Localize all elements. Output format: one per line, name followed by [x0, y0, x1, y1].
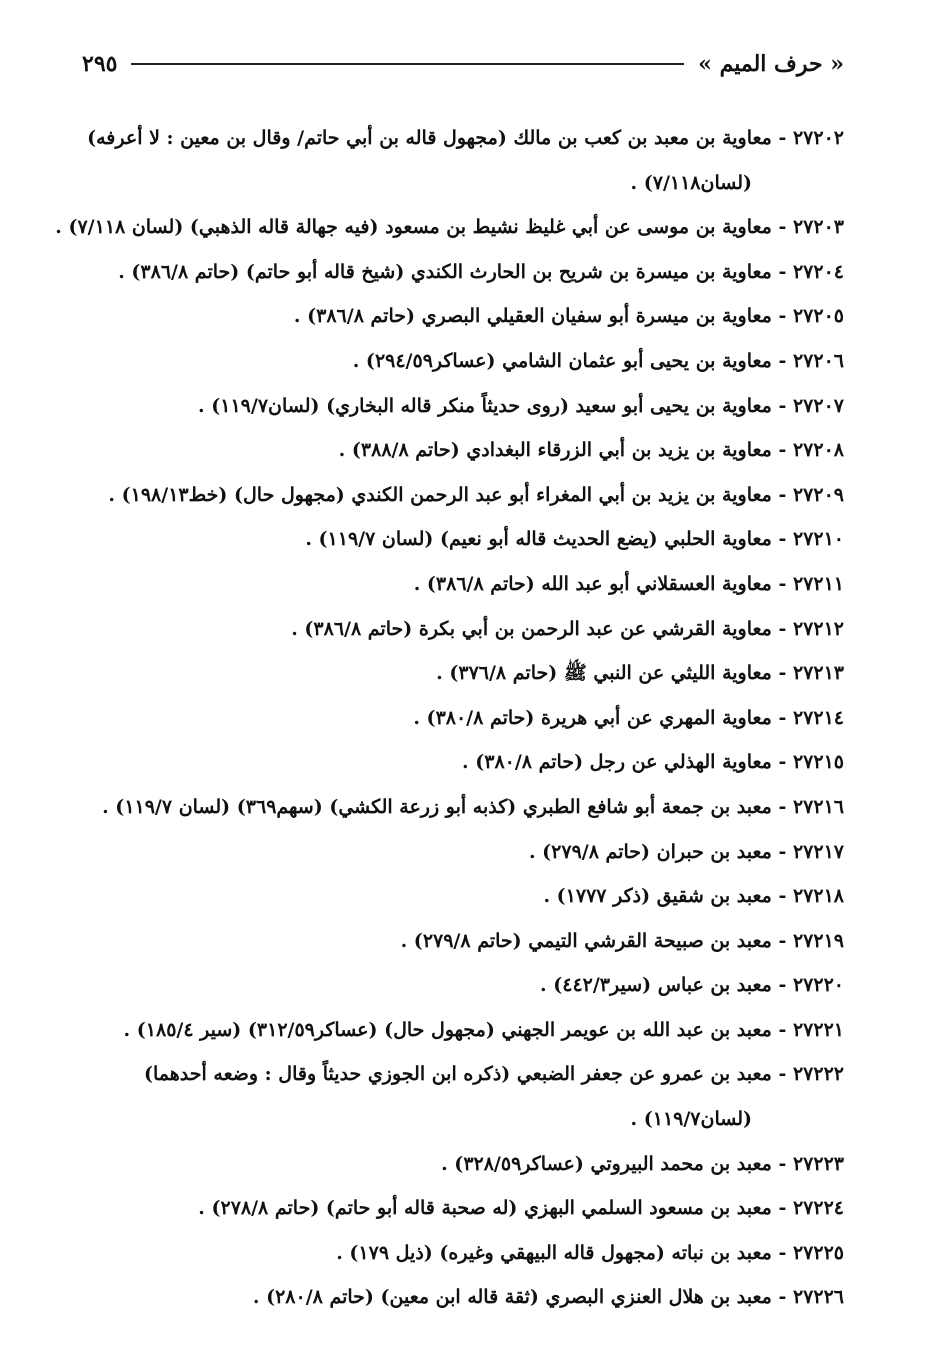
- page-header: [82, 44, 844, 84]
- entry-text: - معاوية بن ميسرة أبو سفيان العقيلي البصري (حاتم ٣٨٦/٨) .: [293, 305, 793, 328]
- entry-number: ٢٧٢٠٧: [792, 394, 844, 417]
- entry-number: ٢٧٢٢٤: [792, 1197, 844, 1220]
- entry: [82, 607, 844, 652]
- entry-text: - معاوية المهري عن أبي هريرة (حاتم ٣٨٠/٨) .: [413, 706, 793, 729]
- entry-text: - معبد بن محمد البيروتي (عساكر٣٢٨/٥٩) .: [441, 1152, 793, 1175]
- entry-text: - معبد بن عمرو عن جعفر الضبعي (ذكره ابن الجوزي حديثاً وقال : وضعه أحدهما): [144, 1063, 793, 1086]
- entry-number: ٢٧٢١٦: [792, 795, 844, 818]
- entry-number: ٢٧٢١٣: [792, 662, 844, 685]
- entry-text: - معبد بن مسعود السلمي البهزي (له صحبة قاله أبو حاتم) (حاتم ٢٧٨/٨) .: [198, 1197, 793, 1220]
- entry-text: - معبد بن هلال العنزي البصري (ثقة قاله ابن معين) (حاتم ٢٨٠/٨) .: [252, 1286, 793, 1309]
- entry-number: ٢٧٢١٠: [792, 528, 844, 551]
- entry-text: - معاوية بن ميسرة بن شريح بن الحارث الكندي (شيخ قاله أبو حاتم) (حاتم ٣٨٦/٨) .: [118, 260, 793, 283]
- entry-text: - معاوية بن معبد بن كعب بن مالك (مجهول قاله بن أبي حاتم/ وقال بن معين : لا أعرفه): [87, 127, 793, 149]
- entry: [82, 1186, 844, 1231]
- header-rule: [131, 63, 684, 65]
- entry: [82, 116, 844, 205]
- entry-continuation: (لسان١١٩/٧) .: [630, 1108, 752, 1131]
- entry-number: ٢٧٢٢١: [792, 1018, 844, 1041]
- entry: [82, 562, 844, 607]
- entry-number: ٢٧٢٢٥: [792, 1241, 844, 1264]
- entry-number: ٢٧٢١١: [792, 572, 844, 595]
- entry: [82, 830, 844, 875]
- entry-text: - معاوية بن يزيد بن أبي الزرقاء البغدادي (حاتم ٣٨٨/٨) .: [338, 439, 793, 462]
- entry: [82, 1142, 844, 1187]
- entry-text: - معاوية العسقلاني أبو عبد الله (حاتم ٣٨٦/٨) .: [413, 572, 793, 595]
- entry-text: - معبد بن عبد الله بن عويمر الجهني (مجهول حال) (عساكر٣١٢/٥٩) (سير ١٨٥/٤) .: [123, 1018, 793, 1041]
- entry: [82, 1052, 844, 1141]
- entry-text: - معاوية بن يزيد بن أبي المغراء أبو عبد الرحمن الكندي (مجهول حال) (خط١٩٨/١٣) .: [108, 483, 793, 506]
- entry: [82, 517, 844, 562]
- page-number: ٢٩٥: [82, 51, 118, 77]
- entry-text: - معاوية بن يحيى أبو عثمان الشامي (عساكر٢٩٤/٥٩) .: [352, 349, 793, 372]
- entry-text: - معبد بن شقيق (ذكر ١٧٧٧) .: [543, 885, 793, 908]
- entry: [82, 1275, 844, 1320]
- entry-number: ٢٧٢٠٨: [792, 439, 844, 462]
- entry: [82, 339, 844, 384]
- entry-text: - معبد بن عباس (سير٤٤٢/٣) .: [540, 974, 793, 997]
- entry-number: ٢٧٢٠٦: [792, 349, 844, 372]
- entry-number: ٢٧٢١٨: [792, 885, 844, 908]
- entry-number: ٢٧٢١٧: [792, 840, 844, 863]
- entry-number: ٢٧٢١٤: [792, 706, 844, 729]
- entry-text: - معبد بن حبران (حاتم ٢٧٩/٨) .: [528, 840, 793, 863]
- entry-text: - معاوية القرشي عن عبد الرحمن بن أبي بكرة (حاتم ٣٨٦/٨) .: [291, 617, 793, 640]
- entries-list: [55, 116, 844, 1320]
- entry-text: - معبد بن جمعة أبو شافع الطبري (كذبه أبو زرعة الكشي) (سهم٣٦٩) (لسان ١١٩/٧) .: [102, 795, 793, 818]
- entry: [82, 473, 844, 518]
- entry-number: ٢٧٢١٢: [792, 617, 844, 640]
- running-title: « حرف الميم »: [698, 51, 844, 77]
- entry-number: ٢٧٢٠٢: [792, 127, 844, 149]
- entry: [82, 294, 844, 339]
- entry-number: ٢٧٢٠٤: [792, 260, 844, 283]
- entry-number: ٢٧٢٢٣: [792, 1152, 844, 1175]
- entry-text: - معاوية الحلبي (يضع الحديث قاله أبو نعيم) (لسان ١١٩/٧) .: [305, 528, 793, 551]
- entry: [82, 651, 844, 696]
- entry: [82, 1231, 844, 1276]
- entry-number: ٢٧٢٠٥: [792, 305, 844, 328]
- entry: [82, 963, 844, 1008]
- entry: [82, 428, 844, 473]
- entry: [82, 1008, 844, 1053]
- entry-number: ٢٧٢١٥: [792, 751, 844, 774]
- entry-text: - معاوية بن موسى عن أبي غليظ نشيط بن مسعود (فيه جهالة قاله الذهبي) (لسان ٧/١١٨) .: [55, 216, 793, 239]
- entry-number: ٢٧٢٢٢: [792, 1063, 844, 1086]
- entry-text: - معاوية بن يحيى أبو سعيد (روى حديثاً منكر قاله البخاري) (لسان١١٩/٧) .: [198, 394, 793, 417]
- entry-number: ٢٧٢٠٣: [792, 216, 844, 239]
- entry-text: - معاوية الليثي عن النبي ﷺ (حاتم ٣٧٦/٨) .: [436, 662, 793, 685]
- entry: [55, 205, 844, 250]
- entry: [82, 785, 844, 830]
- entry: [82, 919, 844, 964]
- entry-text: - معبد بن نباته (مجهول قاله البيهقي وغيره) (ذيل ١٧٩) .: [336, 1241, 793, 1264]
- entry: [82, 384, 844, 429]
- entry-number: ٢٧٢٢٦: [792, 1286, 844, 1309]
- entry-number: ٢٧٢١٩: [792, 929, 844, 952]
- entry-continuation: (لسان٧/١١٨) .: [630, 171, 752, 194]
- entry-text: - معاوية الهذلي عن رجل (حاتم ٣٨٠/٨) .: [462, 751, 793, 774]
- entry-number: ٢٧٢٠٩: [792, 483, 844, 506]
- entry-number: ٢٧٢٢٠: [792, 974, 844, 997]
- entry: [82, 740, 844, 785]
- entry: [82, 696, 844, 741]
- entry-text: - معبد بن صبيحة القرشي التيمي (حاتم ٢٧٩/٨) .: [400, 929, 793, 952]
- entry: [82, 874, 844, 919]
- entry: [82, 250, 844, 295]
